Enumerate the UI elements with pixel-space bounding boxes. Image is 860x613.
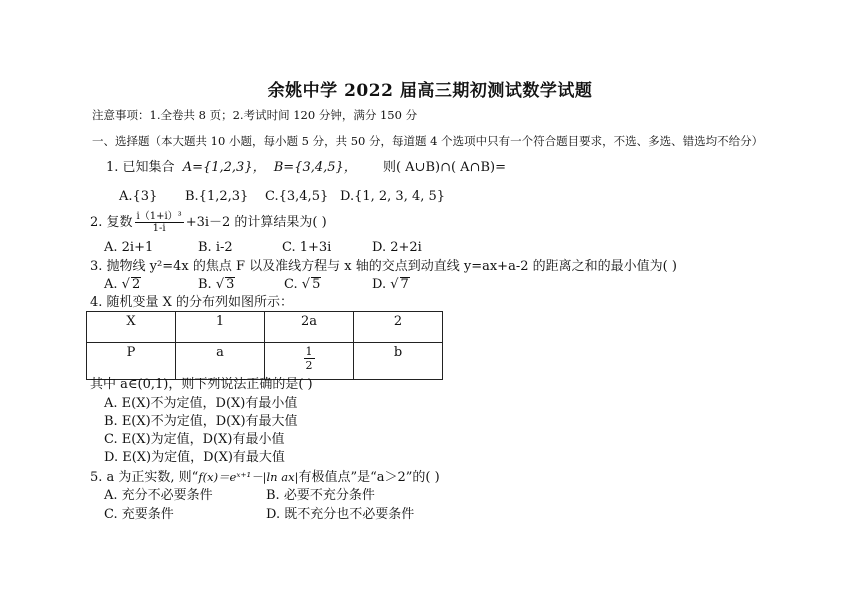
question-2-tail: +3i－2 的计算结果为( ): [185, 215, 327, 230]
table-cell: [265, 343, 354, 380]
exam-title: 余姚中学 2022 届高三期初测试数学试题: [267, 81, 593, 101]
question-5-option-a: A. 充分不必要条件: [104, 488, 213, 503]
question-3-option-c: [284, 277, 321, 293]
question-1-option-b: B.{1,2,3}: [185, 189, 249, 204]
notice-text: 注意事项：1.全卷共 8 页；2.考试时间 120 分钟，满分 150 分: [92, 108, 418, 122]
question-1-stem: [106, 160, 506, 176]
question-3-option-a: [104, 277, 141, 293]
question-3-option-a-radicand: 2: [131, 277, 141, 292]
sqrt-icon: √: [215, 277, 225, 292]
question-1-option-a: A.{3}: [119, 189, 158, 204]
question-1-set-b: B={3,4,5}，: [273, 160, 357, 175]
table-cell: 2a: [265, 312, 354, 343]
question-5-tail: 有极值点”是“a＞2”的( ): [298, 470, 440, 485]
section-heading: 一、选择题（本大题共 10 小题，每小题 5 分，共 50 分，每道题 4 个选项中只有一个符合题目要求，不选、多选、错选均不给分）: [92, 134, 764, 148]
table-row: [87, 312, 443, 343]
question-5-prefix: 5. a 为正实数, 则“: [90, 470, 199, 485]
question-2-option-b: B. i-2: [198, 240, 233, 255]
question-4-option-c: C. E(X)为定值，D(X)有最小值: [104, 432, 285, 447]
table-cell: b: [354, 343, 443, 380]
sqrt-icon: √: [390, 277, 399, 292]
question-3-option-c-radicand: 5: [312, 277, 321, 292]
question-3-option-b: [198, 277, 235, 293]
distribution-table: [86, 311, 443, 380]
table-cell: X: [87, 312, 176, 343]
table-row: [87, 343, 443, 380]
question-1-option-c: C.{3,4,5}: [265, 189, 329, 204]
table-cell: P: [87, 343, 176, 380]
question-3-option-b-radicand: 3: [226, 277, 235, 292]
question-2-option-a: A. 2i+1: [104, 240, 154, 255]
table-fraction: [304, 345, 315, 372]
table-fraction-numerator: 1: [305, 345, 313, 358]
question-1-prefix: 1. 已知集合: [106, 160, 175, 175]
question-1-option-d: D.{1, 2, 3, 4, 5}: [340, 189, 446, 204]
question-2-option-c: C. 1+3i: [282, 240, 332, 255]
table-fraction-denominator: 2: [305, 359, 313, 372]
sqrt-icon: √: [121, 277, 130, 292]
question-5-formula: f(x)＝eˣ⁺¹－|ln ax|: [198, 470, 299, 484]
question-2-prefix: 2. 复数: [90, 215, 133, 230]
question-4-condition: 其中 a∈(0,1)，则下列说法正确的是( ): [90, 377, 313, 392]
question-5-stem: [90, 469, 440, 486]
question-1-set-a: A={1,2,3}，: [182, 160, 266, 175]
question-2-fraction: [135, 211, 184, 234]
table-cell: 2: [354, 312, 443, 343]
question-4-option-b: B. E(X)不为定值，D(X)有最大值: [104, 414, 298, 429]
question-4-stem: 4. 随机变量 X 的分布列如图所示：: [90, 295, 294, 310]
table-cell: 1: [176, 312, 265, 343]
question-4-option-d: D. E(X)为定值，D(X)有最大值: [104, 450, 285, 465]
table-cell: a: [176, 343, 265, 380]
question-5-option-d: D. 既不充分也不必要条件: [266, 507, 415, 522]
question-5-option-b: B. 必要不充分条件: [266, 488, 375, 503]
question-2-fraction-numerator: i（1+i）³: [136, 211, 182, 222]
question-3-option-a-label: A.: [104, 277, 118, 292]
question-3-option-d: [372, 277, 410, 293]
question-3-option-c-label: C.: [284, 277, 298, 292]
question-2-option-d: D. 2+2i: [372, 240, 422, 255]
question-1-ask: 则( A∪B)∩( A∩B)=: [382, 160, 506, 175]
question-2-fraction-denominator: 1-i: [152, 223, 166, 234]
sqrt-icon: √: [301, 277, 311, 292]
question-3-option-d-label: D.: [372, 277, 387, 292]
question-4-option-a: A. E(X)不为定值，D(X)有最小值: [104, 396, 298, 411]
question-3-stem: 3. 抛物线 y²=4x 的焦点 F 以及准线方程与 x 轴的交点到动直线 y=ax+a-2 的距离之和的最小值为( ): [90, 259, 677, 274]
question-2-stem: [90, 210, 327, 236]
question-3-option-d-radicand: 7: [400, 277, 409, 292]
question-5-option-c: C. 充要条件: [104, 507, 174, 522]
question-3-option-b-label: B.: [198, 277, 212, 292]
